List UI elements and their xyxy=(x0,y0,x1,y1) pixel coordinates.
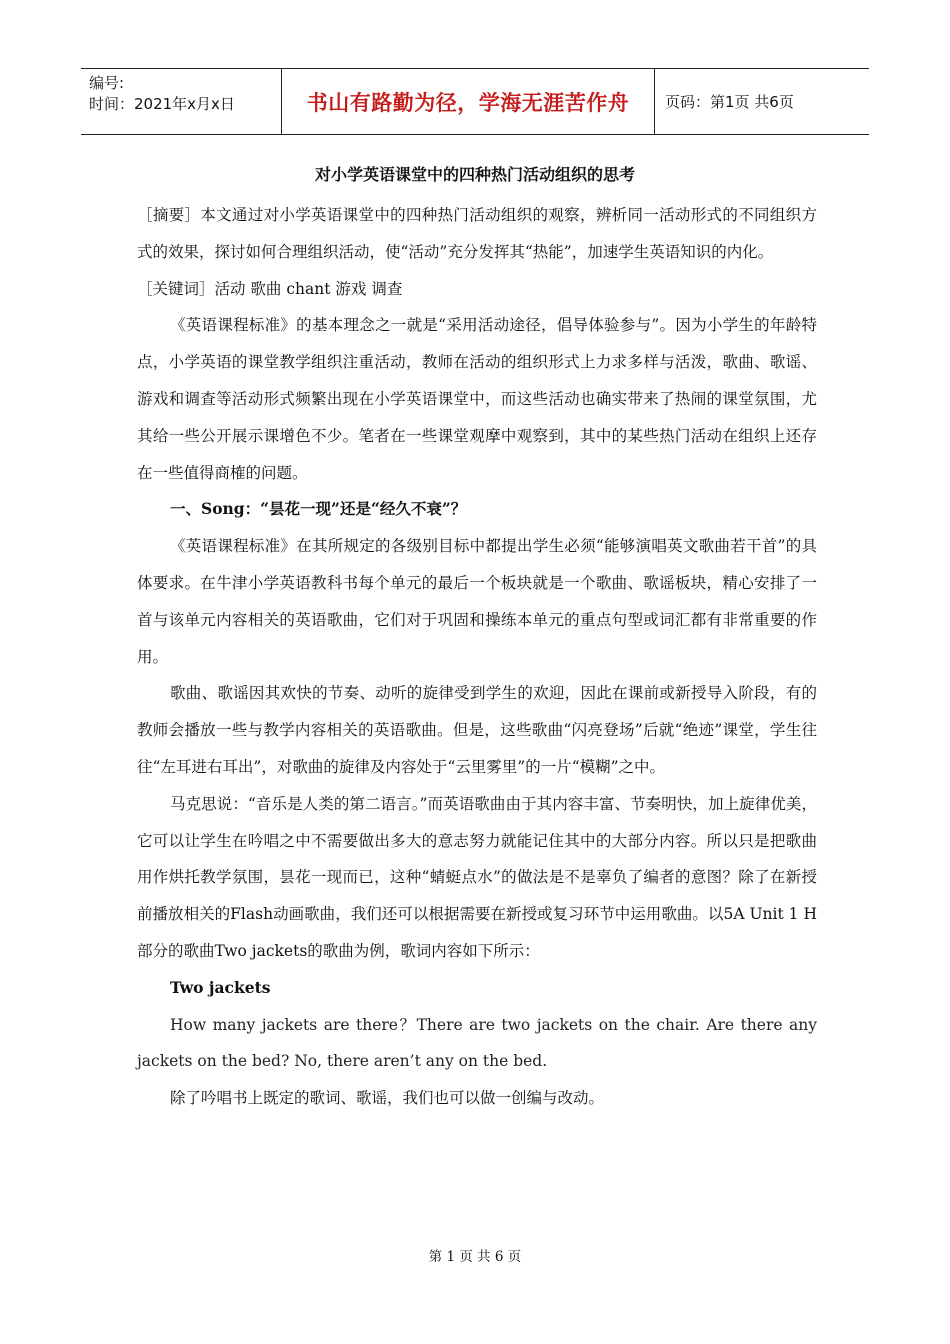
header-page-number: 页码：第1页 共6页 xyxy=(665,93,794,111)
body-paragraph: 马克思说：“音乐是人类的第二语言。”而英语歌曲由于其内容丰富、节奏明快，加上旋律优美，它可以让学生在吟唱之中不需要做出多大的意志努力就能记住其中的大部分内容。所以只是把歌曲用作烘托教学氛围，昙花一现而已，这种“蜻蜓点水”的做法是不是辜负了编者的意图？除了在新授前播放相关的Flash动画歌曲，我们还可以根据需要在新授或复习环节中运用歌曲。以5A Unit 1 H部分的歌曲Two jackets的歌曲为例，歌词内容如下所示： xyxy=(137,794,817,960)
header-motto: 书山有路勤为径，学海无涯苦作舟 xyxy=(306,90,630,115)
body-paragraph: 除了吟唱书上既定的歌词、歌谣，我们也可以做一创编与改动。 xyxy=(170,1089,605,1108)
section-heading: 一、Song：“昙花一现”还是“经久不衰”？ xyxy=(170,499,467,519)
abstract-paragraph: ［摘要］本文通过对小学英语课堂中的四种热门活动组织的观察，辨析同一活动形式的不同组织方式的效果，探讨如何合理组织活动，使“活动”充分发挥其“热能”，加速学生英语知识的内化。 xyxy=(137,206,817,261)
song-lyrics: How many jackets are there？There are two jackets on the chair. Are there any jackets on the bed? No, there aren’t any on the bed. xyxy=(137,1015,817,1071)
page-header xyxy=(81,68,869,135)
keywords-paragraph: ［关键词］活动 歌曲 chant 游戏 调查 xyxy=(137,279,403,298)
document-date: 时间：2021年x月x日 xyxy=(89,95,235,113)
document-title: 对小学英语课堂中的四种热门活动组织的思考 xyxy=(314,165,635,184)
intro-paragraph: 《英语课程标准》的基本理念之一就是“采用活动途径，倡导体验参与”。因为小学生的年龄特点，小学英语的课堂教学组织注重活动，教师在活动的组织形式上力求多样与活泼，歌曲、歌谣、游戏和调查等活动形式频繁出现在小学英语课堂中，而这些活动也确实带来了热闹的课堂氛围，尤其给一些公开展示课增色不少。笔者在一些课堂观摩中观察到，其中的某些热门活动在组织上还存在一些值得商榷的问题。 xyxy=(137,316,817,482)
body-paragraph: 《英语课程标准》在其所规定的各级别目标中都提出学生必须“能够演唱英文歌曲若干首”的具体要求。在牛津小学英语教科书每个单元的最后一个板块就是一个歌曲、歌谣板块，精心安排了一首与该单元内容相关的英语歌曲，它们对于巩固和操练本单元的重点句型或词汇都有非常重要的作用。 xyxy=(137,537,817,666)
header-meta xyxy=(81,69,281,134)
document-body xyxy=(137,197,817,1117)
header-page-cell xyxy=(655,69,869,134)
body-paragraph: 歌曲、歌谣因其欢快的节奏、动听的旋律受到学生的欢迎，因此在课前或新授导入阶段，有的教师会播放一些与教学内容相关的英语歌曲。但是，这些歌曲“闪亮登场”后就“绝迹”课堂，学生往往“左耳进右耳出”，对歌曲的旋律及内容处于“云里雾里”的一片“模糊”之中。 xyxy=(137,684,817,776)
document-code-label: 编号: xyxy=(89,74,125,92)
header-motto-cell xyxy=(281,69,655,134)
song-title: Two jackets xyxy=(170,977,271,997)
page-footer: 第 1 页 共 6 页 xyxy=(428,1249,522,1265)
